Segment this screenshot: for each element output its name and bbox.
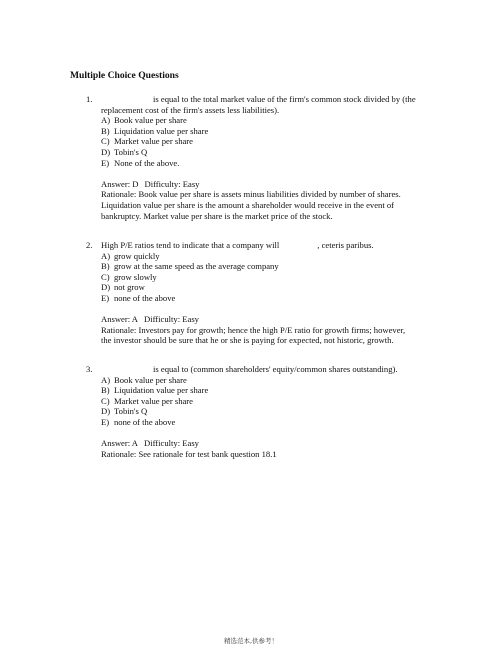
answer-block bbox=[86, 179, 456, 221]
stem-text: is equal to (common shareholders' equity/common shares outstanding). bbox=[153, 364, 398, 374]
option-letter: C) bbox=[101, 395, 110, 406]
answer-block bbox=[86, 314, 456, 346]
option-letter: D) bbox=[101, 406, 111, 417]
section-heading: Multiple Choice Questions bbox=[70, 70, 179, 81]
question-stem bbox=[86, 364, 456, 375]
answer-line bbox=[101, 438, 456, 449]
rationale-line: Rationale: Book value per share is assets minus liabilities divided by number of shares. bbox=[101, 189, 401, 200]
question-number: 1. bbox=[86, 94, 93, 104]
answer-line bbox=[101, 314, 456, 325]
option-d bbox=[101, 147, 456, 158]
option-letter: E) bbox=[101, 416, 110, 427]
option-text: none of the above bbox=[114, 292, 176, 303]
rationale-line: the investor should be sure that he or she is paying for expected, not historic, growth. bbox=[101, 335, 394, 346]
options-list bbox=[86, 251, 456, 304]
option-text: grow quickly bbox=[114, 250, 160, 261]
option-text: Liquidation value per share bbox=[114, 385, 209, 396]
answer-text: Answer: D bbox=[101, 178, 139, 189]
option-letter: B) bbox=[101, 261, 110, 272]
option-a bbox=[101, 251, 456, 262]
difficulty-text: Difficulty: Easy bbox=[144, 178, 200, 189]
option-a bbox=[101, 115, 456, 126]
option-letter: A) bbox=[101, 250, 111, 261]
options-list bbox=[86, 115, 456, 168]
option-letter: D) bbox=[101, 282, 111, 293]
difficulty-text: Difficulty: Easy bbox=[144, 438, 199, 449]
option-letter: B) bbox=[101, 125, 110, 136]
option-e bbox=[101, 293, 456, 304]
rationale-line: bankruptcy. Market value per share is the market price of the stock. bbox=[101, 210, 333, 221]
option-c bbox=[101, 396, 456, 407]
answer-block bbox=[86, 438, 456, 459]
option-text: Book value per share bbox=[114, 115, 187, 126]
option-text: Market value per share bbox=[114, 395, 193, 406]
option-a bbox=[101, 375, 456, 386]
option-b bbox=[101, 261, 456, 272]
option-text: grow slowly bbox=[114, 271, 157, 282]
question-stem bbox=[86, 240, 456, 251]
option-e bbox=[101, 417, 456, 428]
option-c bbox=[101, 136, 456, 147]
option-text: not grow bbox=[114, 282, 145, 293]
option-letter: E) bbox=[101, 292, 110, 303]
option-b bbox=[101, 126, 456, 137]
option-e bbox=[101, 158, 456, 169]
option-d bbox=[101, 406, 456, 417]
answer-line bbox=[101, 179, 456, 190]
option-text: Liquidation value per share bbox=[114, 125, 209, 136]
option-text: Tobin's Q bbox=[114, 406, 148, 417]
question-3 bbox=[86, 364, 456, 459]
stem-continuation: replacement cost of the firm's assets less liabilities). bbox=[101, 104, 280, 115]
option-letter: A) bbox=[101, 115, 111, 126]
option-letter: B) bbox=[101, 385, 110, 396]
answer-text: Answer: A bbox=[101, 314, 138, 325]
option-letter: D) bbox=[101, 146, 111, 157]
stem-text-end: , ceteris paribus. bbox=[317, 240, 374, 250]
option-letter: A) bbox=[101, 374, 111, 385]
option-letter: C) bbox=[101, 136, 110, 147]
option-text: None of the above. bbox=[114, 157, 180, 168]
option-letter: C) bbox=[101, 271, 110, 282]
question-1 bbox=[86, 94, 456, 221]
difficulty-text: Difficulty: Easy bbox=[144, 314, 199, 325]
answer-text: Answer: A bbox=[101, 438, 138, 449]
stem-text: High P/E ratios tend to indicate that a company will bbox=[101, 240, 280, 250]
rationale-line: Rationale: See rationale for test bank question 18.1 bbox=[101, 448, 277, 459]
option-text: Market value per share bbox=[114, 136, 193, 147]
option-text: none of the above bbox=[114, 416, 176, 427]
question-number: 2. bbox=[86, 240, 93, 250]
option-b bbox=[101, 385, 456, 396]
page-footer: 精选范本,供参考！ bbox=[223, 637, 279, 645]
option-text: Tobin's Q bbox=[114, 146, 148, 157]
question-2 bbox=[86, 240, 456, 346]
rationale-line: Liquidation value per share is the amount a shareholder would receive in the event of bbox=[101, 199, 395, 210]
option-c bbox=[101, 272, 456, 283]
stem-text: is equal to the total market value of the firm's common stock divided by (the bbox=[153, 94, 416, 104]
option-letter: E) bbox=[101, 157, 110, 168]
rationale-line: Rationale: Investors pay for growth; hence the high P/E ratio for growth firms; however, bbox=[101, 324, 406, 335]
question-stem bbox=[86, 94, 456, 105]
option-d bbox=[101, 282, 456, 293]
option-text: Book value per share bbox=[114, 374, 187, 385]
question-number: 3. bbox=[86, 364, 93, 374]
options-list bbox=[86, 375, 456, 428]
option-text: grow at the same speed as the average company bbox=[114, 261, 279, 272]
